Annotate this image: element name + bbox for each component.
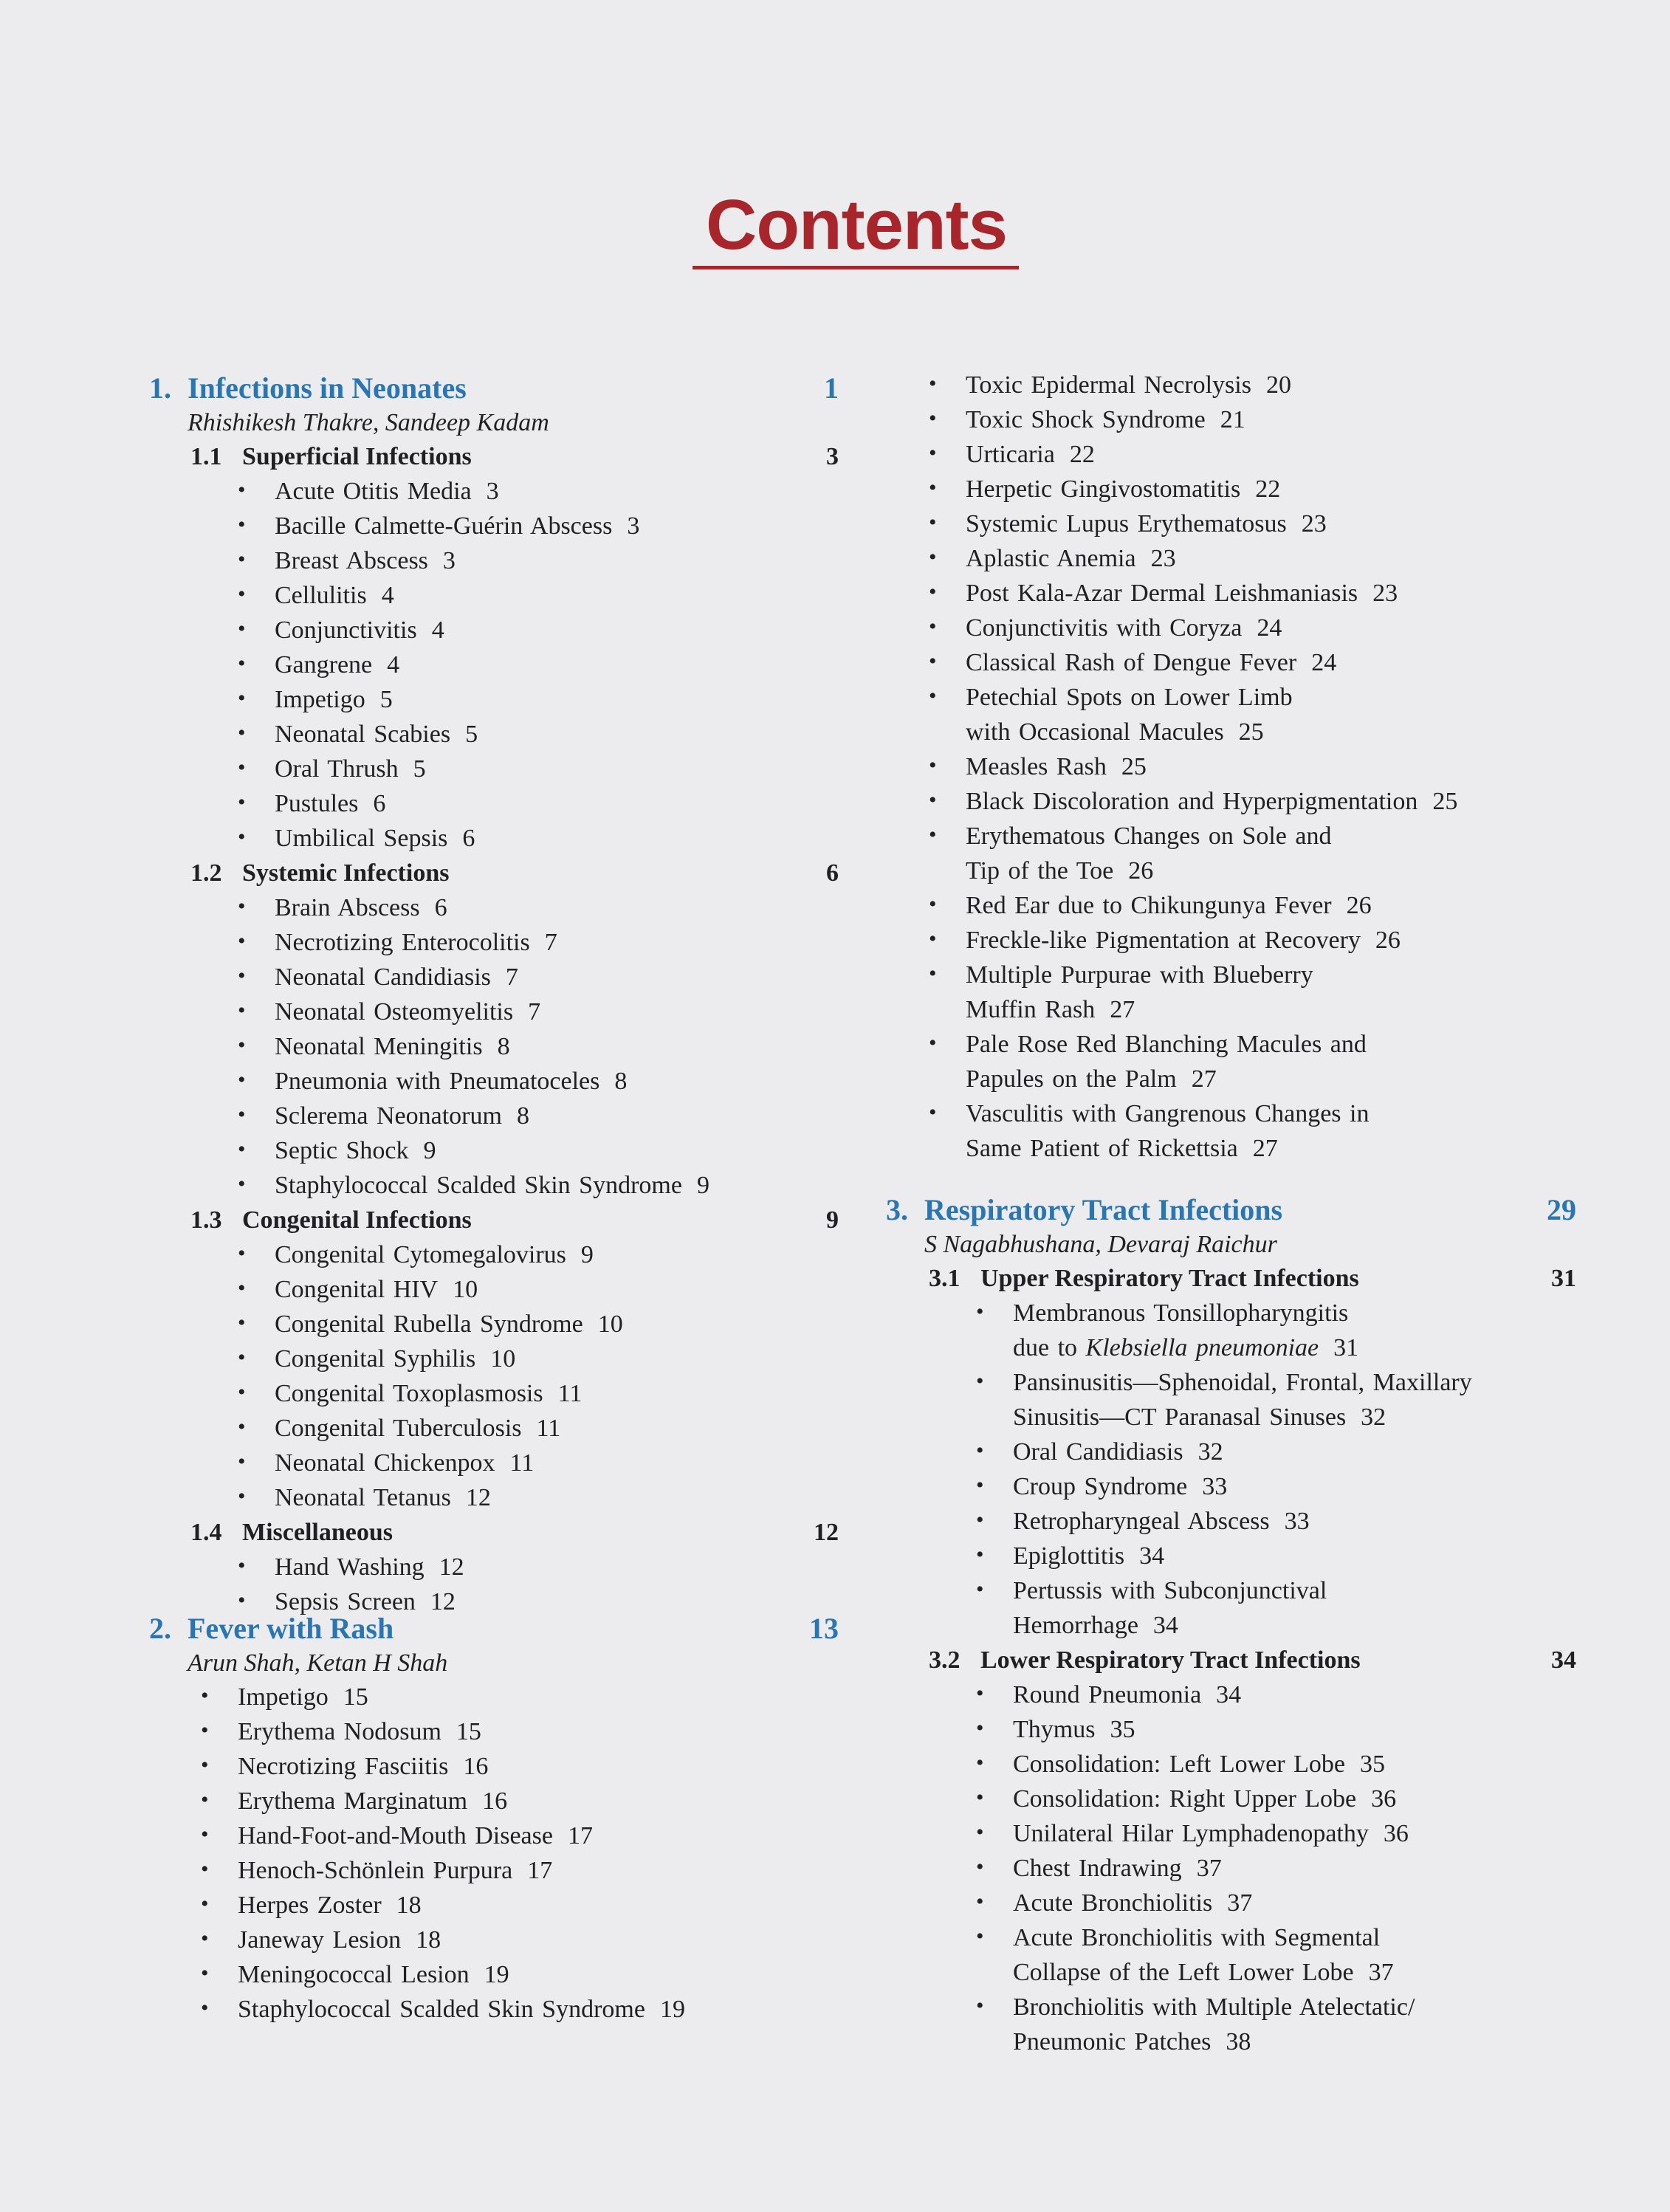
- item-page: 26: [1346, 892, 1372, 919]
- item-page: 37: [1196, 1855, 1222, 1882]
- bullet: •: [238, 1553, 246, 1578]
- bullet: •: [238, 1484, 246, 1508]
- bullet: •: [929, 649, 937, 673]
- bullet: •: [929, 788, 937, 812]
- bullet: •: [929, 580, 937, 604]
- item-label: Congenital HIV 10: [275, 1276, 478, 1303]
- item-label: Staphylococcal Scalded Skin Syndrome 19: [238, 1996, 685, 2023]
- item-page: 32: [1361, 1404, 1386, 1431]
- item-label: Consolidation: Right Upper Lobe 36: [1013, 1785, 1397, 1813]
- item-page: 17: [567, 1822, 593, 1849]
- item-page: 34: [1216, 1681, 1242, 1708]
- bullet: •: [976, 1716, 984, 1740]
- bullet: •: [238, 755, 246, 780]
- item-label: Hand Washing 12: [275, 1553, 464, 1581]
- page-title: Contents: [706, 185, 1007, 264]
- item-label: Janeway Lesion 18: [238, 1926, 441, 1954]
- item-page: 32: [1197, 1438, 1223, 1466]
- bullet: •: [929, 753, 937, 777]
- chapter-authors: Rhishikesh Thakre, Sandeep Kadam: [188, 409, 549, 436]
- item-page: 34: [1152, 1612, 1178, 1639]
- item-label: Toxic Shock Syndrome 21: [966, 406, 1245, 433]
- item-label: Neonatal Osteomyelitis 7: [275, 998, 541, 1026]
- item-page: 25: [1238, 718, 1264, 746]
- bullet: •: [238, 1068, 246, 1092]
- bullet: •: [238, 1276, 246, 1300]
- bullet: •: [929, 892, 937, 916]
- bullet: •: [201, 1961, 209, 1985]
- item-label: Bronchiolitis with Multiple Atelectatic/: [1013, 1993, 1415, 2021]
- item-label: due to Klebsiella pneumoniae 31: [1013, 1334, 1359, 1361]
- item-page: 5: [465, 721, 478, 748]
- item-label: Acute Bronchiolitis with Segmental: [1013, 1924, 1381, 1951]
- item-label: with Occasional Macules 25: [966, 718, 1264, 746]
- item-page: 27: [1110, 996, 1135, 1023]
- bullet: •: [238, 1172, 246, 1196]
- item-label: Neonatal Tetanus 12: [275, 1484, 491, 1511]
- item-page: 24: [1311, 649, 1337, 676]
- item-label: Pale Rose Red Blanching Macules and: [966, 1031, 1367, 1058]
- item-page: 36: [1371, 1785, 1397, 1813]
- item-label: Congenital Tuberculosis 11: [275, 1415, 561, 1442]
- chapter-page: 13: [809, 1612, 839, 1645]
- bullet: •: [238, 721, 246, 745]
- item-label: Staphylococcal Scalded Skin Syndrome 9: [275, 1172, 709, 1199]
- item-page: 26: [1128, 857, 1154, 885]
- item-page: 6: [373, 790, 386, 817]
- item-page: 19: [484, 1961, 509, 1988]
- section-page: 34: [1551, 1646, 1576, 1674]
- bullet: •: [929, 927, 937, 951]
- item-page: 24: [1257, 614, 1282, 642]
- item-label: Oral Thrush 5: [275, 755, 426, 783]
- bullet: •: [929, 371, 937, 396]
- item-label: Neonatal Chickenpox 11: [275, 1449, 535, 1477]
- bullet: •: [201, 1787, 209, 1812]
- bullet: •: [976, 1751, 984, 1775]
- section-page: 9: [826, 1206, 839, 1234]
- bullet: •: [238, 929, 246, 953]
- item-label: Henoch-Schönlein Purpura 17: [238, 1857, 553, 1884]
- item-label: Congenital Syphilis 10: [275, 1345, 516, 1373]
- chapter-number: 2.: [149, 1612, 171, 1645]
- bullet: •: [238, 1345, 246, 1370]
- bullet: •: [238, 1241, 246, 1265]
- bullet: •: [238, 1588, 246, 1612]
- item-page: 23: [1150, 545, 1176, 572]
- item-page: 18: [396, 1892, 422, 1919]
- item-page: 15: [456, 1718, 481, 1745]
- bullet: •: [238, 1380, 246, 1404]
- item-page: 38: [1226, 2028, 1251, 2055]
- bullet: •: [201, 1926, 209, 1951]
- item-label: Cellulitis 4: [275, 582, 394, 609]
- bullet: •: [929, 614, 937, 639]
- bullet: •: [201, 1683, 209, 1708]
- species-name: Klebsiella pneumoniae: [1085, 1334, 1319, 1361]
- bullet: •: [201, 1996, 209, 2020]
- item-label: Brain Abscess 6: [275, 894, 447, 921]
- bullet: •: [929, 475, 937, 500]
- chapter-title: Infections in Neonates: [188, 371, 467, 405]
- item-label: Collapse of the Left Lower Lobe 37: [1013, 1959, 1394, 1986]
- chapter-title: Fever with Rash: [188, 1612, 394, 1645]
- item-page: 7: [544, 929, 557, 956]
- bullet: •: [976, 1681, 984, 1706]
- section-title: Lower Respiratory Tract Infections: [980, 1646, 1361, 1674]
- bullet: •: [238, 825, 246, 849]
- item-label: Thymus 35: [1013, 1716, 1135, 1743]
- item-label: Acute Bronchiolitis 37: [1013, 1889, 1253, 1917]
- item-label: Herpes Zoster 18: [238, 1892, 422, 1919]
- item-label: Necrotizing Fasciitis 16: [238, 1753, 489, 1780]
- bullet: •: [201, 1857, 209, 1881]
- item-page: 12: [465, 1484, 491, 1511]
- item-label: Impetigo 15: [238, 1683, 368, 1711]
- item-page: 4: [431, 616, 444, 644]
- chapter-number: 3.: [886, 1193, 908, 1226]
- item-label: Congenital Cytomegalovirus 9: [275, 1241, 594, 1268]
- item-page: 35: [1110, 1716, 1135, 1743]
- bullet: •: [238, 1415, 246, 1439]
- item-page: 11: [536, 1415, 561, 1442]
- item-label: Erythematous Changes on Sole and: [966, 822, 1332, 850]
- item-page: 3: [442, 547, 456, 574]
- item-label: Classical Rash of Dengue Fever 24: [966, 649, 1337, 676]
- bullet: •: [201, 1892, 209, 1916]
- item-label: Urticaria 22: [966, 441, 1095, 468]
- item-page: 11: [509, 1449, 535, 1477]
- section-title: Systemic Infections: [242, 859, 450, 887]
- section-title: Miscellaneous: [242, 1519, 393, 1546]
- item-label: Umbilical Sepsis 6: [275, 825, 475, 852]
- section-number: 3.2: [929, 1646, 961, 1674]
- item-label: Gangrene 4: [275, 651, 400, 679]
- item-page: 12: [439, 1553, 464, 1581]
- bullet: •: [976, 1577, 984, 1601]
- item-page: 19: [659, 1996, 685, 2023]
- bullet: •: [976, 1369, 984, 1393]
- bullet: •: [929, 406, 937, 430]
- item-label: Aplastic Anemia 23: [966, 545, 1176, 572]
- bullet: •: [238, 1449, 246, 1474]
- bullet: •: [929, 1100, 937, 1124]
- item-label: Sclerema Neonatorum 8: [275, 1102, 529, 1130]
- bullet: •: [238, 964, 246, 988]
- item-page: 33: [1284, 1508, 1310, 1535]
- item-label: Septic Shock 9: [275, 1137, 436, 1164]
- bullet: •: [238, 894, 246, 918]
- item-label: Pneumonic Patches 38: [1013, 2028, 1251, 2055]
- section-page: 6: [826, 859, 839, 887]
- item-label: Neonatal Candidiasis 7: [275, 964, 518, 991]
- item-label: Round Pneumonia 34: [1013, 1681, 1242, 1708]
- bullet: •: [238, 998, 246, 1023]
- section-number: 3.1: [929, 1265, 961, 1292]
- item-page: 8: [614, 1068, 628, 1095]
- item-page: 10: [490, 1345, 516, 1373]
- item-page: 22: [1069, 441, 1095, 468]
- item-page: 16: [482, 1787, 508, 1815]
- bullet: •: [929, 1031, 937, 1055]
- item-label: Pansinusitis—Sphenoidal, Frontal, Maxillary: [1013, 1369, 1472, 1396]
- bullet: •: [238, 1033, 246, 1057]
- item-page: 37: [1368, 1959, 1394, 1986]
- item-label: Herpetic Gingivostomatitis 22: [966, 475, 1281, 503]
- bullet: •: [976, 1508, 984, 1532]
- item-page: 8: [497, 1033, 510, 1060]
- item-page: 15: [343, 1683, 368, 1711]
- item-label: Sepsis Screen 12: [275, 1588, 456, 1615]
- bullet: •: [238, 686, 246, 710]
- item-page: 36: [1383, 1820, 1409, 1847]
- bullet: •: [238, 1311, 246, 1335]
- item-label: Toxic Epidermal Necrolysis 20: [966, 371, 1291, 399]
- section-title: Superficial Infections: [242, 443, 472, 470]
- section-number: 1.3: [190, 1206, 222, 1234]
- item-page: 16: [463, 1753, 489, 1780]
- item-page: 10: [453, 1276, 478, 1303]
- item-label: Chest Indrawing 37: [1013, 1855, 1222, 1882]
- item-label: Croup Syndrome 33: [1013, 1473, 1228, 1500]
- section-title: Congenital Infections: [242, 1206, 472, 1234]
- item-label: Neonatal Scabies 5: [275, 721, 478, 748]
- bullet: •: [976, 1820, 984, 1844]
- item-page: 25: [1121, 753, 1147, 780]
- bullet: •: [976, 1993, 984, 2018]
- item-label: Retropharyngeal Abscess 33: [1013, 1508, 1310, 1535]
- item-label: Pustules 6: [275, 790, 386, 817]
- item-page: 27: [1191, 1065, 1217, 1093]
- bullet: •: [976, 1542, 984, 1567]
- bullet: •: [976, 1438, 984, 1463]
- bullet: •: [238, 512, 246, 537]
- item-page: 23: [1372, 580, 1398, 607]
- item-page: 22: [1255, 475, 1281, 503]
- item-label: Black Discoloration and Hyperpigmentation 25: [966, 788, 1458, 815]
- item-label: Systemic Lupus Erythematosus 23: [966, 510, 1327, 537]
- item-page: 8: [516, 1102, 529, 1130]
- item-label: Congenital Rubella Syndrome 10: [275, 1311, 623, 1338]
- item-label: Congenital Toxoplasmosis 11: [275, 1380, 583, 1407]
- item-label: Papules on the Palm 27: [966, 1065, 1217, 1093]
- item-label: Hemorrhage 34: [1013, 1612, 1178, 1639]
- item-label: Muffin Rash 27: [966, 996, 1135, 1023]
- item-label: Consolidation: Left Lower Lobe 35: [1013, 1751, 1385, 1778]
- bullet: •: [238, 790, 246, 814]
- item-label: Erythema Marginatum 16: [238, 1787, 508, 1815]
- item-label: Impetigo 5: [275, 686, 393, 713]
- item-page: 9: [696, 1172, 709, 1199]
- bullet: •: [976, 1889, 984, 1914]
- section-title: Upper Respiratory Tract Infections: [980, 1265, 1359, 1292]
- item-label: Erythema Nodosum 15: [238, 1718, 481, 1745]
- bullet: •: [201, 1753, 209, 1777]
- item-page: 4: [381, 582, 394, 609]
- bullet: •: [238, 1102, 246, 1127]
- item-page: 6: [462, 825, 475, 852]
- bullet: •: [929, 684, 937, 708]
- item-page: 3: [486, 478, 499, 505]
- item-page: 9: [423, 1137, 436, 1164]
- item-page: 5: [413, 755, 426, 783]
- item-page: 35: [1359, 1751, 1385, 1778]
- item-page: 10: [597, 1311, 623, 1338]
- item-page: 5: [379, 686, 393, 713]
- item-page: 18: [416, 1926, 441, 1954]
- bullet: •: [238, 1137, 246, 1161]
- item-page: 23: [1301, 510, 1327, 537]
- bullet: •: [238, 547, 246, 571]
- bullet: •: [929, 961, 937, 986]
- chapter-title: Respiratory Tract Infections: [924, 1193, 1283, 1226]
- bullet: •: [929, 441, 937, 465]
- item-page: 9: [580, 1241, 594, 1268]
- bullet: •: [976, 1785, 984, 1810]
- chapter-number: 1.: [149, 371, 171, 405]
- item-label: Pneumonia with Pneumatoceles 8: [275, 1068, 628, 1095]
- bullet: •: [929, 822, 937, 847]
- item-page: 6: [434, 894, 447, 921]
- section-page: 12: [814, 1519, 839, 1546]
- item-page: 26: [1375, 927, 1401, 954]
- item-label: Tip of the Toe 26: [966, 857, 1154, 885]
- chapter-page: 1: [824, 371, 839, 405]
- bullet: •: [238, 478, 246, 502]
- item-label: Bacille Calmette-Guérin Abscess 3: [275, 512, 640, 540]
- bullet: •: [238, 616, 246, 641]
- item-page: 7: [505, 964, 518, 991]
- item-label: Neonatal Meningitis 8: [275, 1033, 510, 1060]
- item-label: Acute Otitis Media 3: [275, 478, 499, 505]
- bullet: •: [976, 1855, 984, 1879]
- chapter-page: 29: [1547, 1193, 1576, 1226]
- bullet: •: [201, 1822, 209, 1847]
- bullet: •: [201, 1718, 209, 1742]
- item-label: Post Kala-Azar Dermal Leishmaniasis 23: [966, 580, 1398, 607]
- item-label: Measles Rash 25: [966, 753, 1147, 780]
- item-label: Oral Candidiasis 32: [1013, 1438, 1223, 1466]
- item-page: 17: [527, 1857, 553, 1884]
- section-page: 3: [826, 443, 839, 470]
- chapter-authors: Arun Shah, Ketan H Shah: [188, 1649, 448, 1677]
- item-label: Pertussis with Subconjunctival: [1013, 1577, 1327, 1604]
- item-page: 31: [1333, 1334, 1359, 1361]
- item-page: 11: [557, 1380, 583, 1407]
- bullet: •: [929, 545, 937, 569]
- bullet: •: [976, 1924, 984, 1948]
- item-page: 33: [1202, 1473, 1228, 1500]
- item-page: 20: [1265, 371, 1291, 399]
- item-label: Vasculitis with Gangrenous Changes in: [966, 1100, 1370, 1127]
- item-label: Breast Abscess 3: [275, 547, 456, 574]
- section-page: 31: [1551, 1265, 1576, 1292]
- item-label: Petechial Spots on Lower Limb: [966, 684, 1293, 711]
- section-number: 1.1: [190, 443, 222, 470]
- bullet: •: [976, 1299, 984, 1324]
- bullet: •: [238, 582, 246, 606]
- item-page: 34: [1139, 1542, 1165, 1570]
- item-label: Hand-Foot-and-Mouth Disease 17: [238, 1822, 593, 1849]
- section-number: 1.4: [190, 1519, 222, 1546]
- chapter-authors: S Nagabhushana, Devaraj Raichur: [924, 1231, 1277, 1258]
- item-label: Necrotizing Enterocolitis 7: [275, 929, 557, 956]
- bullet: •: [238, 651, 246, 676]
- item-label: Freckle-like Pigmentation at Recovery 26: [966, 927, 1401, 954]
- item-label: Meningococcal Lesion 19: [238, 1961, 509, 1988]
- item-label: Conjunctivitis with Coryza 24: [966, 614, 1282, 642]
- title-underline: [693, 266, 1019, 269]
- item-label: Multiple Purpurae with Blueberry: [966, 961, 1313, 989]
- item-label: Membranous Tonsillopharyngitis: [1013, 1299, 1349, 1327]
- item-label: Sinusitis—CT Paranasal Sinuses 32: [1013, 1404, 1386, 1431]
- item-page: 21: [1220, 406, 1245, 433]
- item-label: Conjunctivitis 4: [275, 616, 444, 644]
- item-page: 37: [1227, 1889, 1253, 1917]
- item-page: 3: [627, 512, 640, 540]
- bullet: •: [976, 1473, 984, 1497]
- section-number: 1.2: [190, 859, 222, 887]
- item-page: 4: [387, 651, 400, 679]
- item-page: 7: [528, 998, 541, 1026]
- bullet: •: [929, 510, 937, 535]
- item-label: Same Patient of Rickettsia 27: [966, 1135, 1278, 1162]
- item-label: Epiglottitis 34: [1013, 1542, 1165, 1570]
- item-label: Red Ear due to Chikungunya Fever 26: [966, 892, 1372, 919]
- item-label: Unilateral Hilar Lymphadenopathy 36: [1013, 1820, 1409, 1847]
- item-page: 25: [1432, 788, 1458, 815]
- item-page: 27: [1252, 1135, 1278, 1162]
- item-page: 12: [430, 1588, 456, 1615]
